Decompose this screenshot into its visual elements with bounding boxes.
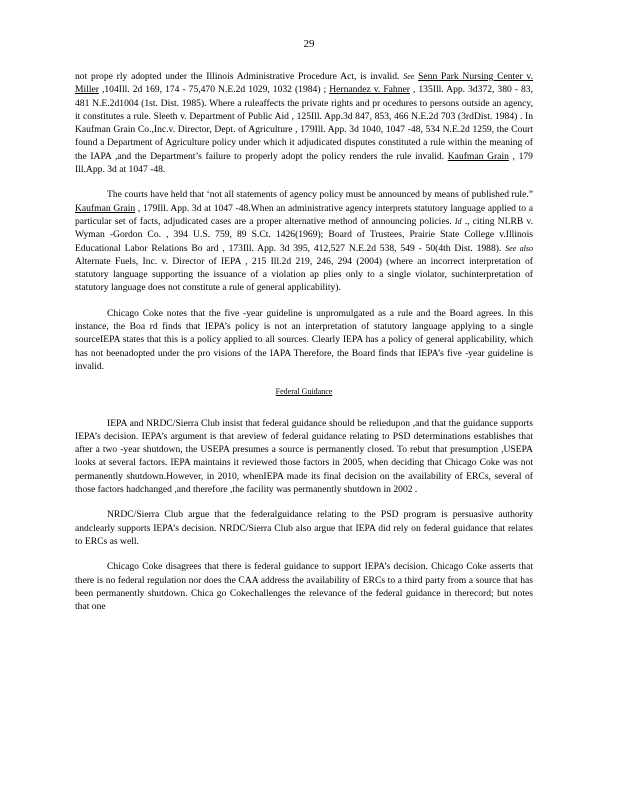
text-run: Alternate Fuels, Inc. v. Director of IEPA , 215 Ill.2d 219, 246, 294 (2004) (where an incorrect interpretation of statutory language supporting the issuance of a violation ap plies only to a single violator, suchinterpretation of statutory language does not constitute a rule of general applicability). — [75, 255, 533, 294]
paragraph-five-year-guideline: Chicago Coke notes that the five -year guideline is unpromulgated as a rule and the Board agrees. In this instance, the Boa rd finds that IEPA’s policy is not an interpretation of statutory language applying to a single sourceIEPA states that this is a policy applied to all sources. Clearly IEPA has a policy of general applicability, which has not beenadopted under the pro visions of the IAPA Therefore, the Board finds that IEPA’s five -year guideline is invalid. — [75, 307, 533, 372]
case-name-hernandez: Hernandez v. Fahner — [329, 84, 410, 96]
case-name-kaufman: Kaufman Grain — [447, 150, 509, 162]
paragraph-agency-policy — [75, 188, 533, 294]
text-run: , 135Ill. App. 3d372, 380 - 83, 481 N.E.2d1004 (1st. Dist. 1985). Where a ruleaffects the private rights and pr ocedures to persons outside an agency, it constitutes a rule. Sleeth v. Department of Public Aid , 125Ill. App.3d 847, 853, 466 N.E.2d 703 (3rdDist. 1984) . In Kaufman Grain Co.,Inc.v. Director, Dept. of Agriculture , 179Ill. App. 3d 1040, 1047 -48, 534 N.E.2d 1259, the Court found a Department of Agriculture policy under which it adjudicated disputes constituted a rule within the meaning of the IAPA ,and the Department’s failure to properly adopt the policy renders the rule invalid. — [75, 84, 534, 162]
paragraph-chicago-coke-response: Chicago Coke disagrees that there is federal guidance to support IEPA’s decision. Chicago Coke asserts that there is no federal regulation nor does the CAA address the availability of ERCs to a third party from a source that has been permanently shutdown. Chica go Cokechallenges the relevance of the federal guidance in therecord; but notes that one — [75, 561, 533, 613]
paragraph-rule-invalidity — [75, 70, 533, 176]
paragraph-iepa-argument: IEPA and NRDC/Sierra Club insist that federal guidance should be reliedupon ,and that the guidance supports IEPA’s decision. IEPA’s argument is that areview of federal guidance relating to PSD determinations establishes that after a two -year shutdown, the USEPA presumes a source is permanently closed. To rebut that presumption ,USEPA looks at several factors. IEPA maintains it reviewed those factors in 2005, when deciding that Chicago Coke was not permanently shutdown.However, in 2010, whenIEPA made its final decision on the availability of ERCs, several of those factors hadchanged ,and therefore ,the facility was permanently shutdown in 2002 . — [75, 417, 533, 496]
text-run: , 179 Ill.App. 3d at 1047 -48. — [75, 150, 533, 176]
section-heading-text: Federal Guidance — [275, 387, 333, 397]
signal-see: See — [403, 72, 415, 81]
text-run: , 179Ill. App. 3d at 1047 -48.When an administrative agency interprets statutory language applied to a particular set of facts, adjudicated cases are a proper alternative method of announcing policies. — [75, 202, 533, 227]
text-run: The courts have held that ‘not all statements of agency policy must be announced by means of published rule.” — [107, 189, 533, 201]
page-number: 29 — [303, 38, 315, 50]
text-run: ., citing NLRB v. Wyman -Gordon Co. , 394 U.S. 759, 89 S.Ct. 1426(1969); Board of Trustees, Prairie State College v.Illinois Educational Labor Relations Bo ard , 173Ill. App. 3d 395, 412,527 N.E.2d 538, 549 - 50(4th Dist. 1988). — [75, 215, 533, 254]
signal-id: Id — [454, 216, 462, 226]
signal-see-also: See also — [505, 243, 534, 253]
case-name-kaufman: Kaufman Grain — [75, 202, 136, 214]
paragraph-nrdc-argument: NRDC/Sierra Club argue that the federalguidance relating to the PSD program is persuasive authority andclearly supports IEPA’s decision. NRDC/Sierra Club also argue that IEPA did rely on federal guidance that relates to ERCs as well. — [75, 509, 533, 547]
text-run: ,104Ill. 2d 169, 174 - 75,470 N.E.2d 1029, 1032 (1984) ; — [98, 84, 330, 96]
document-body — [75, 70, 533, 625]
section-heading — [75, 385, 533, 398]
text-run: not prope rly adopted under the Illinois Administrative Procedure Act, is invalid. — [75, 71, 404, 82]
case-name-senn-park: Senn Park Nursing Center v. Miller — [75, 71, 533, 96]
